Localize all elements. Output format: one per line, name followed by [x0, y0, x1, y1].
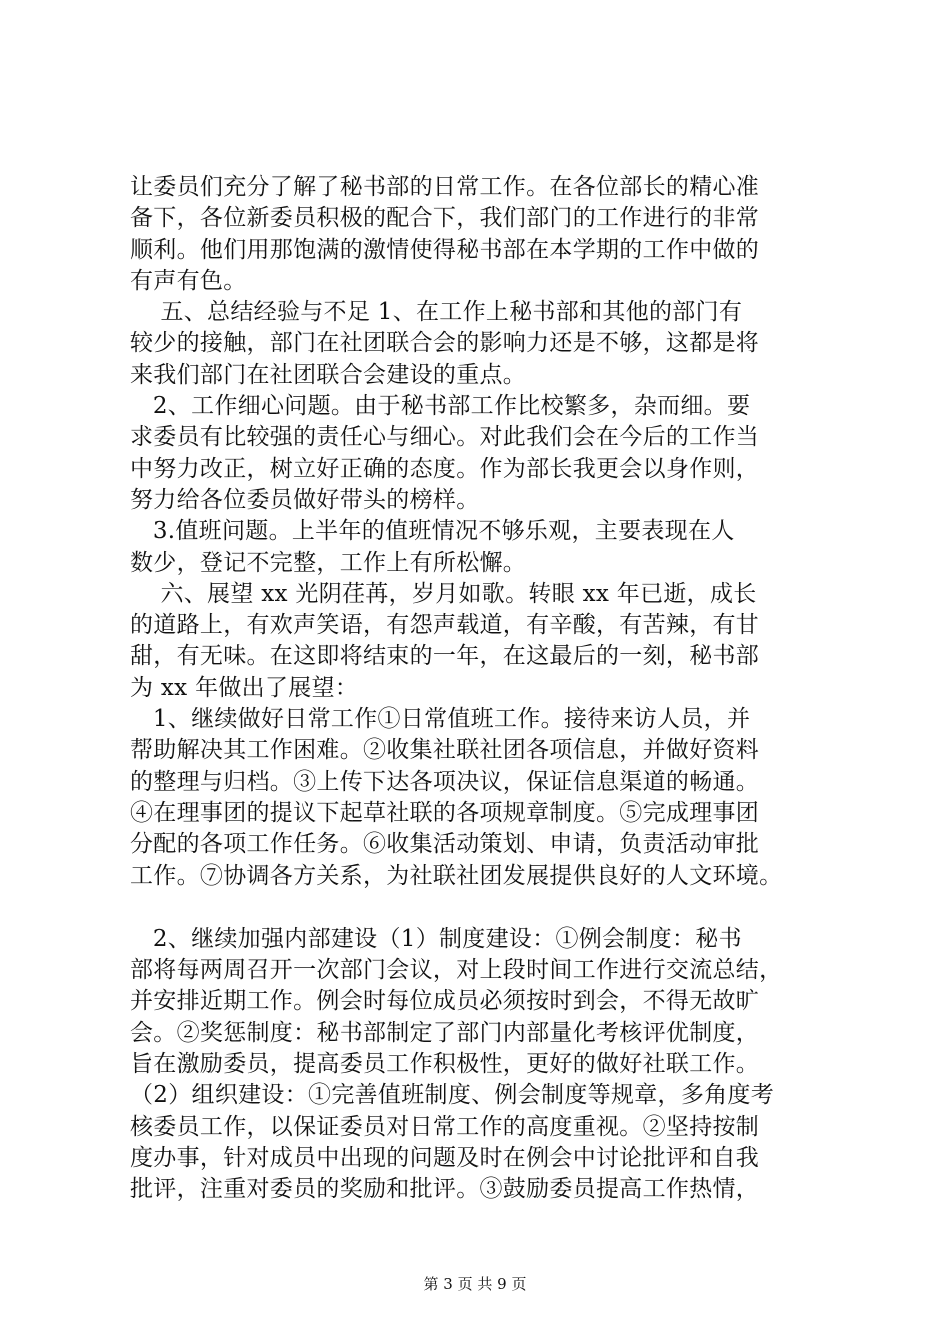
text-line: 求委员有比较强的责任心与细心。对此我们会在今后的工作当 [130, 424, 760, 451]
paragraph-daily-work [130, 704, 850, 892]
paragraph-duty-issue [130, 516, 850, 579]
text-line: 2、继续加强内部建设（1）制度建设：①例会制度：秘书 [130, 925, 742, 952]
text-line: 六、展望 xx 光阴荏苒，岁月如歌。转眼 xx 年已逝，成长 [130, 580, 757, 607]
text-line: 工作。⑦协调各方关系，为社联社团发展提供良好的人文环境。 [130, 862, 783, 889]
text-line: 五、总结经验与不足 1、在工作上秘书部和其他的部门有 [130, 299, 743, 326]
document-body [130, 172, 850, 1206]
paragraph-summary-section [130, 297, 850, 391]
text-line: 部将每两周召开一次部门会议，对上段时间工作进行交流总结， [130, 957, 783, 984]
paragraph-internal-building [130, 924, 850, 1206]
text-line: 中努力改正，树立好正确的态度。作为部长我更会以身作则， [130, 455, 760, 482]
text-line: 甜，有无味。在这即将结束的一年，在这最后的一刻，秘书部 [130, 643, 760, 670]
text-line: 旨在激励委员，提高委员工作积极性，更好的做好社联工作。 [130, 1051, 760, 1078]
text-line: 分配的各项工作任务。⑥收集活动策划、申请，负责活动审批 [130, 831, 760, 858]
text-line: 让委员们充分了解了秘书部的日常工作。在各位部长的精心准 [130, 174, 760, 200]
text-line: （2）组织建设：①完善值班制度、例会制度等规章，多角度考 [130, 1082, 775, 1109]
text-line: 较少的接触，部门在社团联合会的影响力还是不够，这都是将 [130, 330, 760, 357]
text-line: 来我们部门在社团联合会建设的重点。 [130, 361, 527, 388]
text-line: 1、继续做好日常工作①日常值班工作。接待来访人员，并 [130, 706, 751, 733]
text-line: 2、工作细心问题。由于秘书部工作比校繁多，杂而细。要 [130, 393, 751, 420]
text-line: 并安排近期工作。例会时每位成员必须按时到会，不得无故旷 [130, 988, 760, 1015]
text-line: 帮助解决其工作困难。②收集社联社团各项信息，并做好资料 [130, 737, 760, 764]
text-line: 努力给各位委员做好带头的榜样。 [130, 486, 480, 513]
text-line: 3.值班问题。上半年的值班情况不够乐观，主要表现在人 [130, 518, 735, 545]
text-line: 的道路上，有欢声笑语，有怨声载道，有辛酸，有苦辣，有甘 [130, 612, 760, 639]
text-line: 会。②奖惩制度：秘书部制定了部门内部量化考核评优制度， [130, 1019, 760, 1046]
text-line: 核委员工作，以保证委员对日常工作的高度重视。②坚持按制 [130, 1113, 760, 1140]
text-line: ④在理事团的提议下起草社联的各项规章制度。⑤完成理事团 [130, 799, 760, 826]
text-line: 批评，注重对委员的奖励和批评。③鼓励委员提高工作热情， [130, 1176, 760, 1203]
text-line: 的整理与归档。③上传下达各项决议，保证信息渠道的畅通。 [130, 768, 760, 795]
text-line: 度办事，针对成员中出现的问题及时在例会中讨论批评和自我 [130, 1144, 760, 1171]
text-line: 备下，各位新委员积极的配合下，我们部门的工作进行的非常 [130, 205, 760, 232]
text-line: 数少，登记不完整，工作上有所松懈。 [130, 549, 527, 576]
paragraph-outlook-section [130, 579, 850, 704]
paragraph-spacer [130, 892, 850, 924]
text-line: 为 xx 年做出了展望： [130, 674, 359, 701]
text-line: 顺利。他们用那饱满的激情使得秘书部在本学期的工作中做的 [130, 236, 760, 263]
page-number-footer: 第 3 页 共 9 页 [423, 1275, 527, 1293]
paragraph-carefulness-issue [130, 391, 850, 516]
paragraph-intro-continuation [130, 172, 850, 297]
text-line: 有声有色。 [130, 267, 247, 294]
